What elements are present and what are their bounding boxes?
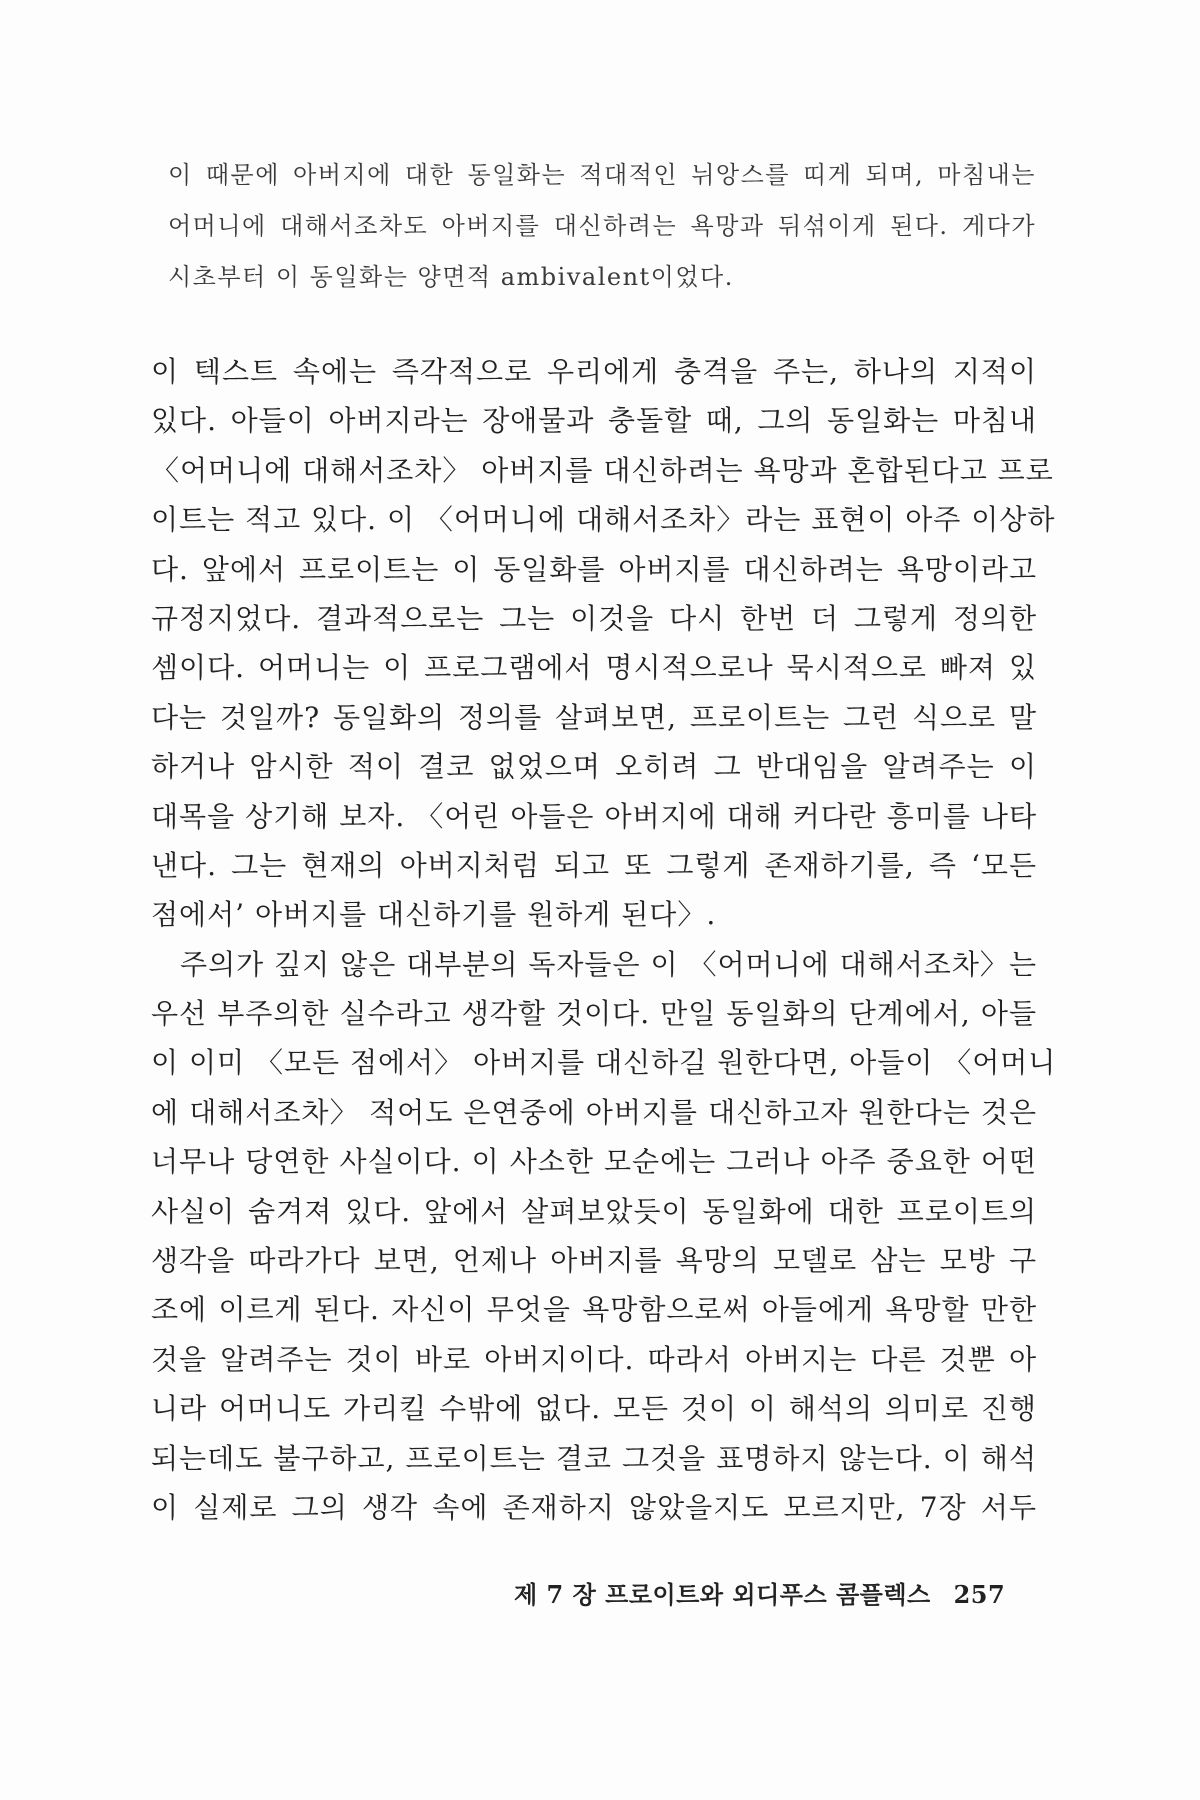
body-line: 생각을 따라가다 보면, 언제나 아버지를 욕망의 모델로 삼는 모방 구 [151,1244,1037,1278]
body-line: 되는데도 불구하고, 프로이트는 결코 그것을 표명하지 않는다. 이 해석 [151,1441,1037,1475]
body-line: 우선 부주의한 실수라고 생각할 것이다. 만일 동일화의 단계에서, 아들 [151,997,1037,1031]
running-footer [514,1575,1005,1610]
body-line: 셈이다. 어머니는 이 프로그램에서 명시적으로나 묵시적으로 빠져 있 [151,651,1037,685]
body-text [151,347,1057,1532]
body-line: 이트는 적고 있다. 이 〈어머니에 대해서조차〉라는 표현이 아주 이상하 [151,503,1056,537]
body-line: 다. 앞에서 프로이트는 이 동일화를 아버지를 대신하려는 욕망이라고 [151,552,1037,586]
body-line: 이 이미 〈모든 점에서〉 아버지를 대신하길 원한다면, 아들이 〈어머니 [151,1046,1057,1080]
body-line: 〈어머니에 대해서조차〉 아버지를 대신하려는 욕망과 혼합된다고 프로 [151,453,1054,487]
body-line: 니라 어머니도 가리킬 수밖에 없다. 모든 것이 이 해석의 의미로 진행 [151,1392,1037,1426]
body-line: 다는 것일까? 동일화의 정의를 살펴보면, 프로이트는 그런 식으로 말 [151,700,1037,734]
body-line: 이 텍스트 속에는 즉각적으로 우리에게 충격을 주는, 하나의 지적이 [151,355,1037,388]
body-line: 조에 이르게 된다. 자신이 무엇을 욕망함으로써 아들에게 욕망할 만한 [151,1293,1037,1327]
quote-line: 어머니에 대해서조차도 아버지를 대신하려는 욕망과 뒤섞이게 된다. 게다가 [168,212,1036,240]
page-number: 257 [953,1580,1006,1609]
body-line: 이 실제로 그의 생각 속에 존재하지 않았을지도 모르지만, 7장 서두 [151,1490,1037,1524]
body-line: 너무나 당연한 사실이다. 이 사소한 모순에는 그러나 아주 중요한 어떤 [151,1145,1037,1179]
body-line: 낸다. 그는 현재의 아버지처럼 되고 또 그렇게 존재하기를, 즉 ‘모든 [151,848,1037,882]
quote-line: 시초부터 이 동일화는 양면적 ambivalent이었다. [168,263,734,291]
body-line: 있다. 아들이 아버지라는 장애물과 충돌할 때, 그의 동일화는 마침내 [151,404,1037,438]
body-line: 것을 알려주는 것이 바로 아버지이다. 따라서 아버지는 다른 것뿐 아 [151,1342,1037,1376]
body-line: 점에서’ 아버지를 대신하기를 원하게 된다〉. [151,898,717,932]
block-quote [168,150,1036,303]
body-line: 규정지었다. 결과적으로는 그는 이것을 다시 한번 더 그렇게 정의한 [151,601,1037,635]
body-line: 주의가 깊지 않은 대부분의 독자들은 이 〈어머니에 대해서조차〉는 [151,947,1037,981]
chapter-title: 제 7 장 프로이트와 외디푸스 콤플렉스 [514,1580,931,1609]
body-line: 대목을 상기해 보자. 〈어린 아들은 아버지에 대해 커다란 흥미를 나타 [151,799,1037,833]
body-line: 하거나 암시한 적이 결코 없었으며 오히려 그 반대임을 알려주는 이 [151,750,1037,784]
quote-line: 이 때문에 아버지에 대한 동일화는 적대적인 뉘앙스를 띠게 되며, 마침내는 [168,161,1036,189]
body-line: 사실이 숨겨져 있다. 앞에서 살펴보았듯이 동일화에 대한 프로이트의 [151,1194,1037,1228]
body-line: 에 대해서조차〉 적어도 은연중에 아버지를 대신하고자 원한다는 것은 [151,1095,1037,1129]
